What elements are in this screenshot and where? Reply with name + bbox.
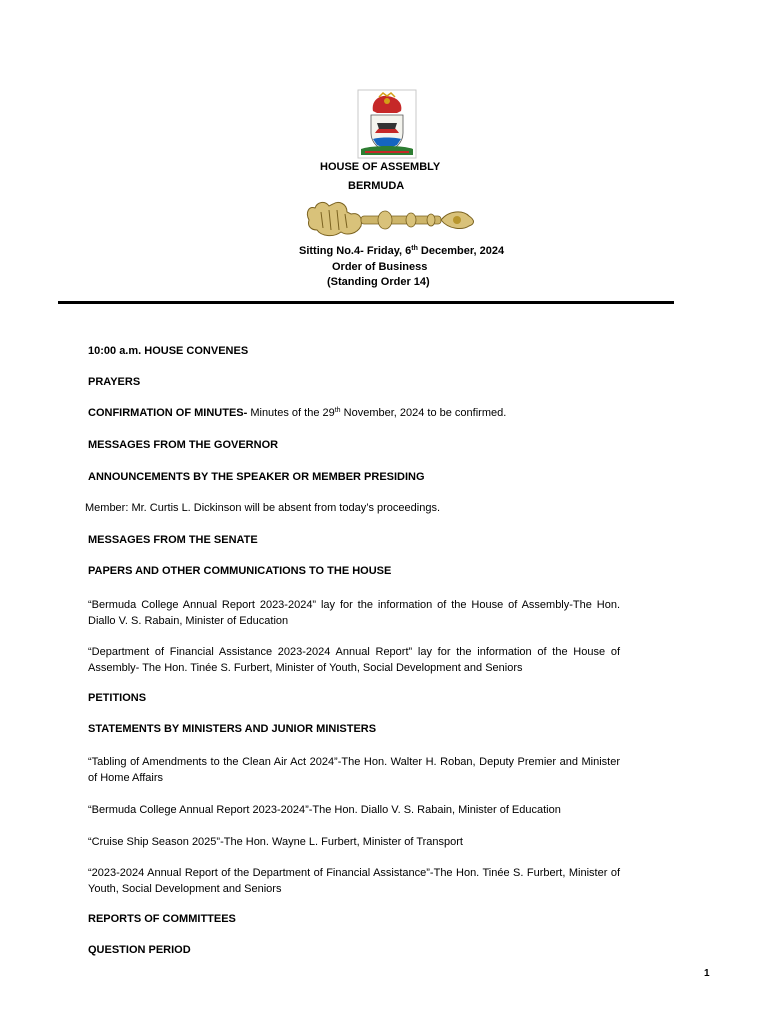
- governor-heading: MESSAGES FROM THE GOVERNOR: [88, 439, 279, 451]
- header-divider: [58, 301, 674, 304]
- sitting-superscript: th: [411, 245, 418, 252]
- sitting-line: [299, 245, 504, 257]
- statements-item: “2023-2024 Annual Report of the Department of Financial Assistance”-The Hon. Tinée S. Furbert, Minister of Youth, Social Development and Seniors: [88, 867, 620, 895]
- statements-heading: STATEMENTS BY MINISTERS AND JUNIOR MINISTERS: [88, 723, 377, 735]
- minutes-line: [88, 407, 506, 419]
- petitions-heading: PETITIONS: [88, 692, 147, 704]
- sitting-text-end: December, 2024: [417, 245, 505, 257]
- committees-heading: REPORTS OF COMMITTEES: [88, 913, 236, 925]
- sitting-text: Sitting No.4- Friday, 6: [299, 245, 412, 257]
- statements-item: “Bermuda College Annual Report 2023-2024”-The Hon. Diallo V. S. Rabain, Minister of Education: [88, 804, 561, 816]
- absent-member-text: Member: Mr. Curtis L. Dickinson will be absent from today’s proceedings.: [85, 502, 440, 514]
- ceremonial-mace-image: [303, 198, 478, 242]
- minutes-superscript: th: [334, 407, 341, 414]
- statements-item: “Cruise Ship Season 2025”-The Hon. Wayne L. Furbert, Minister of Transport: [88, 836, 463, 848]
- order-of-business: Order of Business: [332, 261, 428, 273]
- page-number: 1: [704, 968, 710, 979]
- question-period-heading: QUESTION PERIOD: [88, 944, 191, 956]
- bermuda-coat-of-arms-image: [357, 89, 417, 159]
- house-title: HOUSE OF ASSEMBLY: [320, 161, 441, 173]
- minutes-text-end: November, 2024 to be confirmed.: [340, 407, 507, 419]
- statements-item: “Tabling of Amendments to the Clean Air Act 2024”-The Hon. Walter H. Roban, Deputy Premier and Minister of Home Affairs: [88, 756, 620, 784]
- minutes-text: Minutes of the 29: [247, 407, 335, 419]
- minutes-heading: CONFIRMATION OF MINUTES-: [88, 407, 248, 419]
- house-convenes: 10:00 a.m. HOUSE CONVENES: [88, 345, 249, 357]
- country-title: BERMUDA: [348, 180, 405, 192]
- papers-heading: PAPERS AND OTHER COMMUNICATIONS TO THE HOUSE: [88, 565, 392, 577]
- announcements-heading: ANNOUNCEMENTS BY THE SPEAKER OR MEMBER PRESIDING: [88, 471, 425, 483]
- prayers-heading: PRAYERS: [88, 376, 141, 388]
- papers-item: “Bermuda College Annual Report 2023-2024” lay for the information of the House of Assembly-The Hon. Diallo V. S. Rabain, Minister of Education: [88, 599, 620, 627]
- standing-order: (Standing Order 14): [327, 276, 430, 288]
- senate-heading: MESSAGES FROM THE SENATE: [88, 534, 258, 546]
- papers-item: “Department of Financial Assistance 2023-2024 Annual Report” lay for the information of the House of Assembly- The Hon. Tinée S. Furbert, Minister of Youth, Social Development and Seniors: [88, 646, 620, 674]
